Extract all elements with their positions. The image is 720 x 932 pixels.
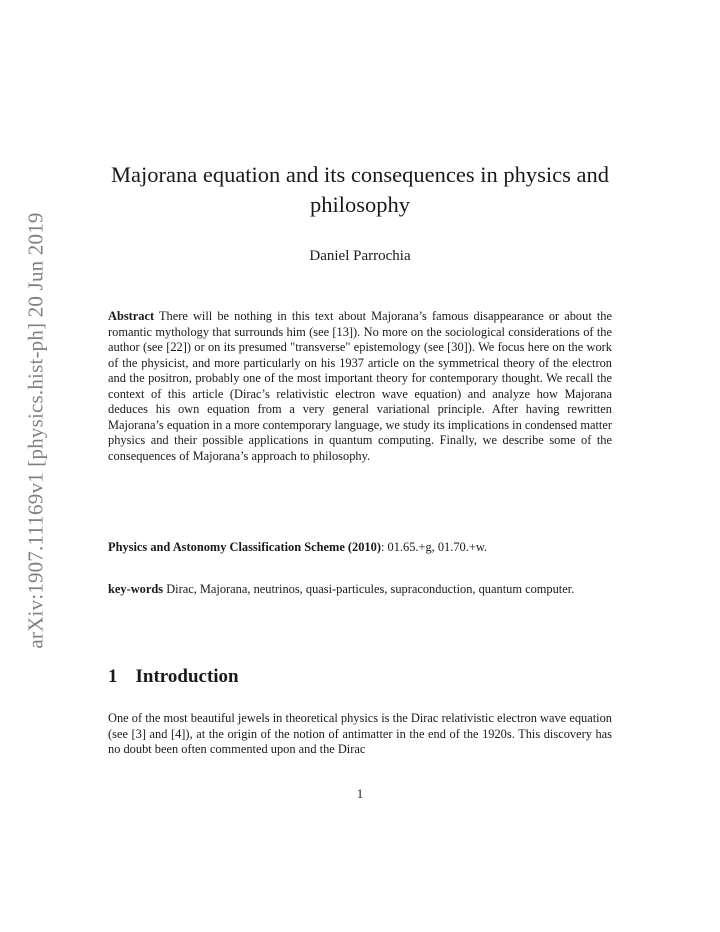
abstract-label: Abstract [108, 309, 155, 323]
section-title: Introduction [135, 666, 239, 687]
abstract-paragraph [108, 309, 612, 464]
arxiv-identifier-stamp [18, 200, 54, 660]
pacs-separator: : [380, 540, 385, 554]
pacs-value: 01.65.+g, 01.70.+w. [384, 540, 488, 554]
arxiv-identifier-text: arXiv:1907.11169v1 [physics.hist-ph] 20 Jun 2019 [23, 211, 48, 649]
pacs-paragraph [108, 540, 612, 556]
introduction-paragraph: One of the most beautiful jewels in theoretical physics is the Dirac relativistic electron wave equation (see [3] and [4]), at the origin of the notion of antimatter in the end of the 1920s. This discovery has no doubt been often commented upon and the Dirac [108, 711, 612, 756]
keywords-paragraph [108, 582, 612, 598]
abstract-text: There will be nothing in this text about Majorana’s famous disappearance or about the romantic mythology that surrounds him (see [13]). No more on the sociological considerations of the author (see [22]) or on its presumed "transverse" epistemology (see [30]). We focus here on the work of the physicist, and more particularly on his 1937 article on the symmetrical theory of the electron and the positron, probably one of the most important theory for contemporary thought. We recall the context of this article (Dirac’s relativistic electron wave equation) and analyze how Majorana deduces his own equation from a very general variational principle. After having rewritten Majorana’s equation in a more contemporary language, we study its implications in condensed matter physics and their possible applications in quantum computing. Finally, we describe some of the consequences of Majorana’s approach to philosophy. [108, 309, 612, 463]
section-number: 1 [108, 666, 118, 687]
section-heading [108, 664, 239, 690]
paper-author: Daniel Parrochia [309, 248, 411, 264]
keywords-label: key-words [108, 582, 164, 596]
paper-title: Majorana equation and its consequences in physics and philosophy [111, 162, 609, 217]
keywords-value: Dirac, Majorana, neutrinos, quasi-particules, supraconduction, quantum computer. [166, 582, 575, 596]
pacs-label: Physics and Astonomy Classification Scheme (2010) [108, 540, 381, 554]
page-number: 1 [356, 787, 364, 801]
